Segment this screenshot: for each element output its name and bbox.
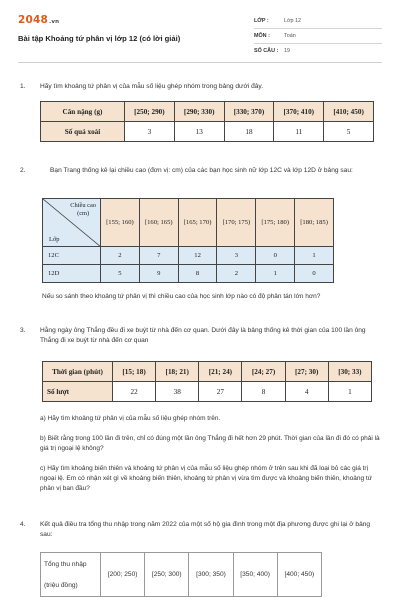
table-cell: 1 <box>328 382 371 402</box>
table-cell: 3 <box>125 122 175 142</box>
table-cell: 3 <box>217 247 256 265</box>
table-cell: 2 <box>217 265 256 283</box>
table-header: [400; 450) <box>277 553 321 597</box>
question-2-followup: Nếu so sánh theo khoảng tứ phân vị thì chiều cao của học sinh lớp nào có độ phân tán lớn hơn? <box>42 293 321 300</box>
table-header: [15; 18) <box>113 362 156 382</box>
question-number: 1. <box>20 83 26 90</box>
table-header: [410; 450) <box>324 102 374 122</box>
table-header: Thời gian (phút) <box>43 362 113 382</box>
document-header <box>18 14 382 60</box>
question-3c: c) Hãy tìm khoảng biến thiên và khoảng tứ phân vị của mẫu số liệu ghép nhóm ở trên sau khi đã loại bỏ các giá trị ngoại lệ. Em có nhận xét gì về khoảng biến thiên, khoảng tứ phân vị vừa tìm được và khoảng biến thiên, khoảng tứ phân vị ban đầu? <box>40 465 373 492</box>
table-header: [30; 33) <box>328 362 371 382</box>
question-1 <box>20 82 382 92</box>
table-cell: 0 <box>256 247 295 265</box>
table-header: [175; 180) <box>256 199 295 247</box>
table-header: [370; 410) <box>274 102 324 122</box>
table-header: [160; 165) <box>139 199 178 247</box>
corner-top-label <box>70 202 96 218</box>
table-header: [180; 185) <box>295 199 334 247</box>
question-text: Kết quả điều tra tổng thu nhập trong năm 2022 của một số hộ gia đình trong một địa phương được ghi lại ở bảng sau: <box>40 521 371 538</box>
table-header: Cân nặng (g) <box>41 102 125 122</box>
table-row-label: 12C <box>43 247 101 265</box>
table-cell: 1 <box>256 265 295 283</box>
table-cell: 5 <box>324 122 374 142</box>
table-row-label: Số quả xoài <box>41 122 125 142</box>
question-number: 4. <box>20 521 26 528</box>
question-2 <box>20 166 382 176</box>
header-divider <box>18 62 382 63</box>
meta-label: SỐ CÂU : <box>254 48 279 54</box>
table-header: [250; 290) <box>125 102 175 122</box>
meta-value: 19 <box>284 48 290 54</box>
table-row-label: Số lượt <box>43 382 113 402</box>
table-cell: 11 <box>274 122 324 142</box>
corner-top-unit: (cm) <box>77 210 90 217</box>
table-cell: 13 <box>174 122 224 142</box>
table-cell: 4 <box>285 382 328 402</box>
table-cell: 12 <box>178 247 217 265</box>
corner-bottom-label: Lớp <box>49 236 60 243</box>
table-cell: 9 <box>139 265 178 283</box>
site-logo[interactable] <box>18 14 59 26</box>
question-number: 3. <box>20 327 26 334</box>
page-title: Bài tập Khoảng tứ phân vị lớp 12 (có lời giải) <box>18 34 181 43</box>
table-cell: 1 <box>295 247 334 265</box>
table-header: [18; 21) <box>156 362 199 382</box>
table-row-label: 12D <box>43 265 101 283</box>
table-q1 <box>40 101 374 142</box>
table-corner-cell <box>43 199 101 247</box>
label-unit: (triệu đồng) <box>44 581 78 589</box>
table-cell: 5 <box>101 265 140 283</box>
table-q4 <box>40 552 322 597</box>
table-cell: 8 <box>242 382 285 402</box>
logo-suffix: .vn <box>49 19 60 25</box>
meta-info <box>254 14 382 59</box>
table-header: [165; 170) <box>178 199 217 247</box>
question-text: Hãy tìm khoảng tứ phân vị của mẫu số liệu ghép nhóm trong bảng dưới đây. <box>40 83 264 90</box>
table-header: [290; 330) <box>174 102 224 122</box>
meta-value: Lớp 12 <box>284 18 302 24</box>
table-header: [170; 175) <box>217 199 256 247</box>
table-header: [250; 300) <box>145 553 189 597</box>
meta-row-count <box>254 44 382 59</box>
question-text: Hằng ngày ông Thắng đều đi xe buýt từ nhà đến cơ quan. Dưới đây là bảng thống kê thời gian của 100 lần ông Thắng đi xe buýt từ nhà đến cơ quan <box>40 327 366 344</box>
table-cell: 8 <box>178 265 217 283</box>
logo-text: 2048 <box>18 14 49 26</box>
meta-row-subject <box>254 29 382 44</box>
table-header: [300; 350) <box>189 553 233 597</box>
question-3b: b) Biết rằng trong 100 lần đi trên, chỉ có đúng một lần ông Thắng đi hết hơn 29 phút. Thời gian của lần đi đó có phải là giá trị ngoại lệ không? <box>40 435 380 452</box>
question-3a: a) Hãy tìm khoảng tứ phân vị của mẫu số liệu ghép nhóm trên. <box>40 415 221 422</box>
table-row-label <box>41 553 101 597</box>
question-3 <box>20 326 382 346</box>
question-number: 2. <box>20 167 26 174</box>
table-header: [21; 24) <box>199 362 242 382</box>
table-q3 <box>42 361 372 402</box>
meta-value: Toán <box>284 33 296 39</box>
meta-label: LỚP : <box>254 18 269 24</box>
table-cell: 38 <box>156 382 199 402</box>
table-cell: 7 <box>139 247 178 265</box>
label-line: Tổng thu nhập <box>44 560 87 568</box>
table-header: [350; 400) <box>233 553 277 597</box>
question-text: Bạn Trang thống kê lại chiều cao (đơn vị: cm) của các bạn học sinh nữ lớp 12C và lớp 12D ở bảng sau: <box>50 167 353 174</box>
table-cell: 27 <box>199 382 242 402</box>
question-4 <box>20 520 382 540</box>
table-header: [24; 27) <box>242 362 285 382</box>
table-header: [200; 250) <box>101 553 145 597</box>
table-cell: 2 <box>101 247 140 265</box>
table-header: [330; 370) <box>224 102 274 122</box>
table-cell: 18 <box>224 122 274 142</box>
table-cell: 22 <box>113 382 156 402</box>
meta-row-class <box>254 14 382 29</box>
corner-top-line: Chiều cao <box>70 202 96 209</box>
table-cell: 0 <box>295 265 334 283</box>
meta-label: MÔN : <box>254 33 270 39</box>
table-header: [155; 160) <box>101 199 140 247</box>
table-header: [27; 30) <box>285 362 328 382</box>
table-q2 <box>42 198 334 283</box>
